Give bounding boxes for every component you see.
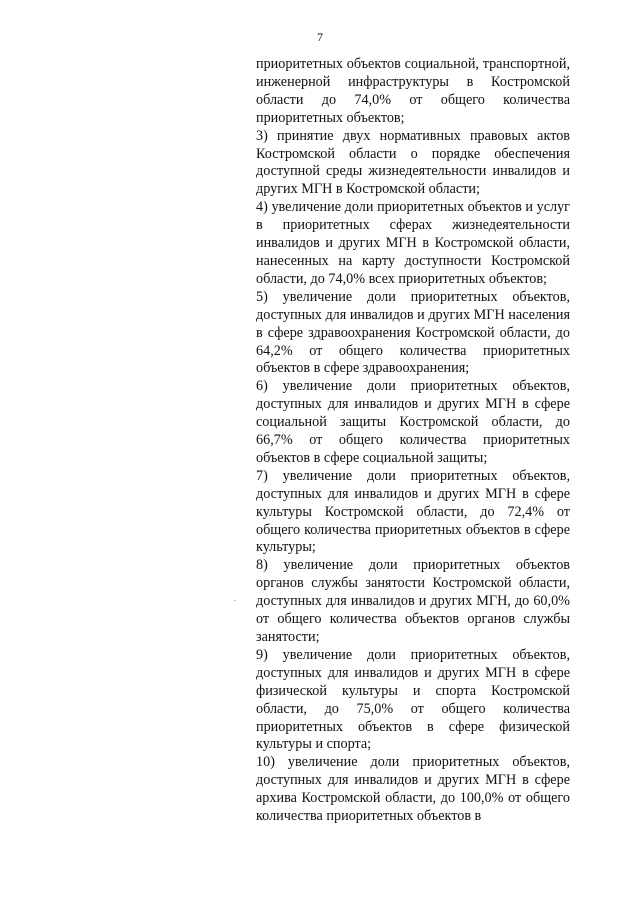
scan-mark bbox=[234, 600, 236, 601]
paragraph-continuation: приоритетных объектов социальной, транспортной, инженерной инфраструктуры в Костромской области до 74,0% от общего количества приоритетных объектов; bbox=[256, 56, 570, 126]
paragraph-item-3: 3) принятие двух нормативных правовых актов Костромской области о порядке обеспечения доступной среды жизнедеятельности инвалидов и других МГН в Костромской области; bbox=[256, 127, 570, 198]
paragraph-item-6: 6) увеличение доли приоритетных объектов, доступных для инвалидов и других МГН в сфере социальной защиты Костромской области, до 66,7% от общего количества приоритетных объектов в сфере социальной защиты; bbox=[256, 378, 570, 466]
paragraph-item-10: 10) увеличение доли приоритетных объектов, доступных для инвалидов и других МГН в сфере архива Костромской области, до 100,0% от общего количества приоритетных объектов в bbox=[256, 754, 570, 825]
paragraph-item-8: 8) увеличение доли приоритетных объектов органов службы занятости Костромской области, доступных для инвалидов и других МГН, до 60,0% от общего количества объектов органов службы занятости; bbox=[256, 557, 570, 645]
paragraph-item-4: 4) увеличение доли приоритетных объектов и услуг в приоритетных сферах жизнедеятельности инвалидов и других МГН в Костромской области, нанесенных на карту доступности Костромской области, до 74,0% всех приоритетных объектов; bbox=[256, 199, 570, 287]
paragraph-item-9: 9) увеличение доли приоритетных объектов, доступных для инвалидов и других МГН в сфере физической культуры и спорта Костромской области, до 75,0% от общего количества приоритетных объектов в сфере физической культуры и спорта; bbox=[256, 646, 570, 753]
document-body bbox=[256, 56, 570, 826]
page-number: 7 bbox=[317, 30, 323, 44]
paragraph-item-5: 5) увеличение доли приоритетных объектов, доступных для инвалидов и других МГН населения в сфере здравоохранения Костромской области, до 64,2% от общего количества приоритетных объектов в сфере здравоохранения; bbox=[256, 288, 570, 377]
paragraph-item-7: 7) увеличение доли приоритетных объектов, доступных для инвалидов и других МГН в сфере культуры Костромской области, до 72,4% от общего количества приоритетных объектов в сфере культуры; bbox=[256, 467, 570, 556]
